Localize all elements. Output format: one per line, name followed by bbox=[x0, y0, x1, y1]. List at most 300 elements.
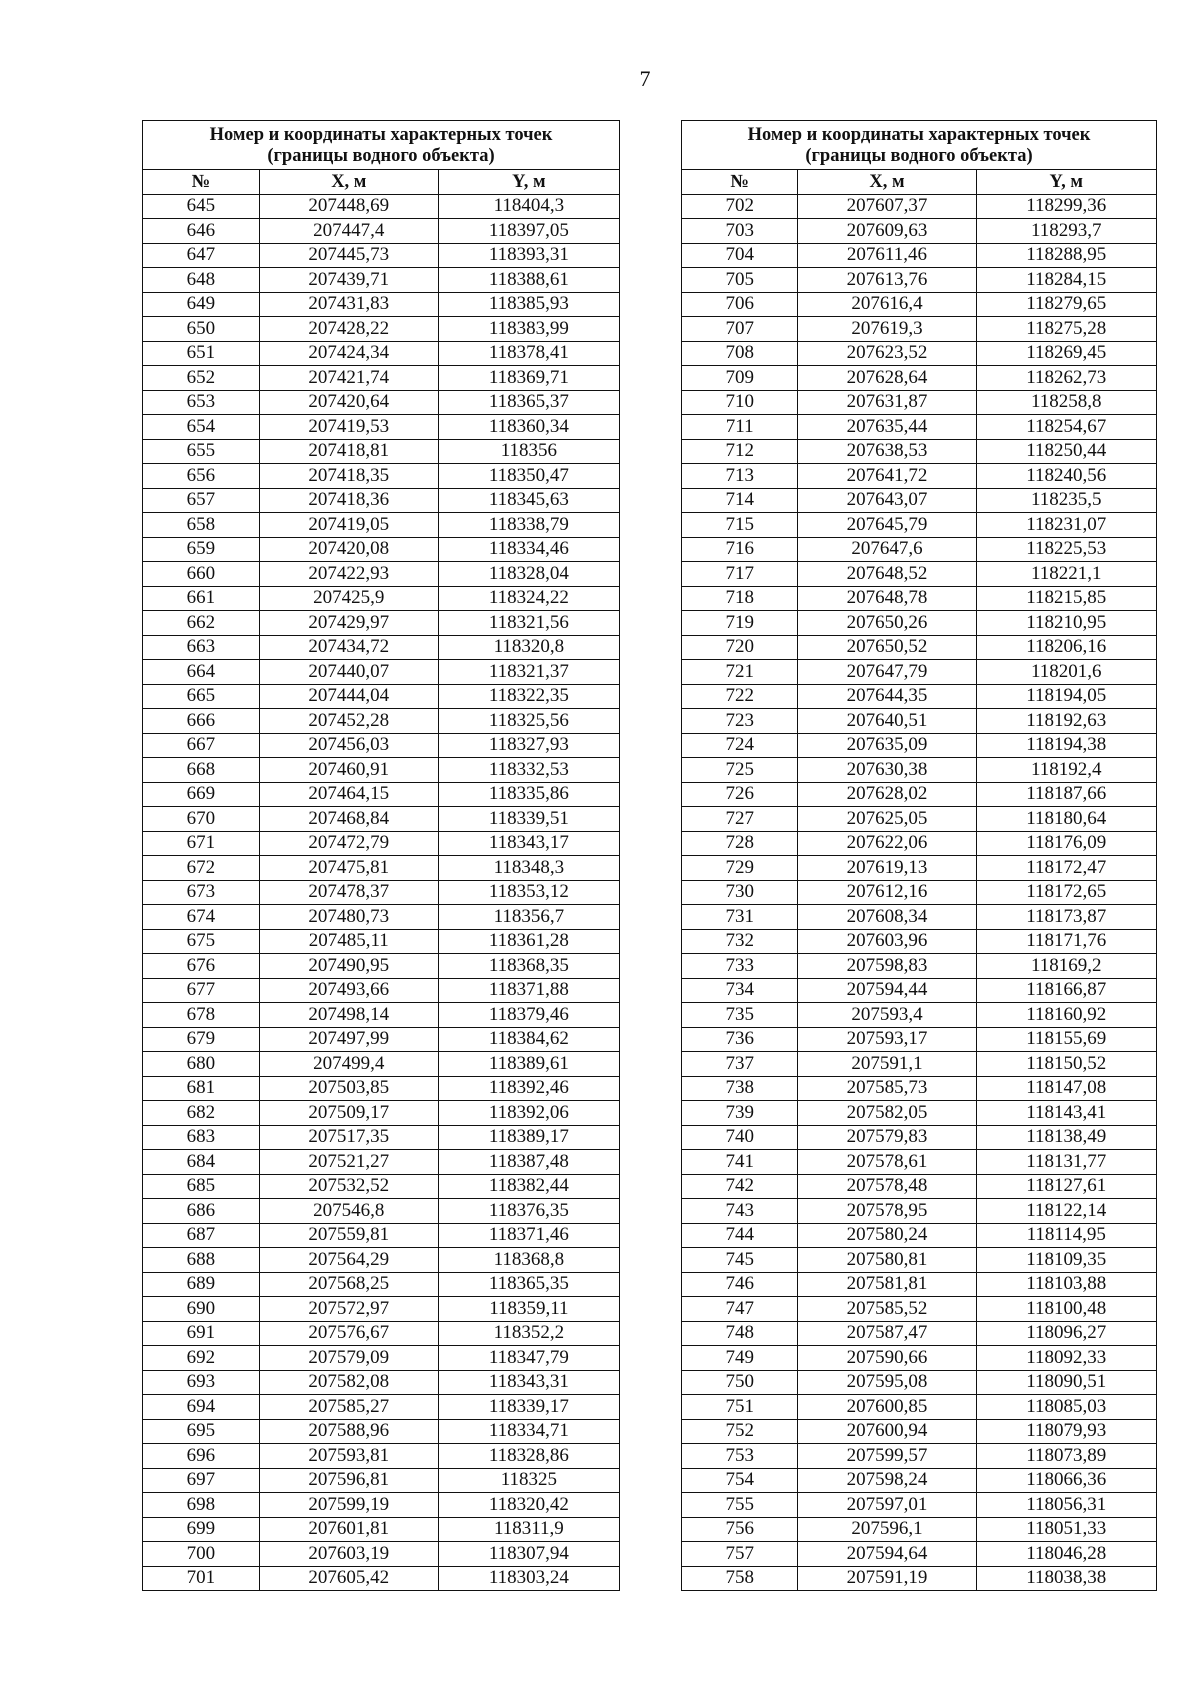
table-row bbox=[143, 586, 620, 611]
cell-x-coordinate: 207448,69 bbox=[259, 194, 438, 219]
cell-y-coordinate: 118389,17 bbox=[438, 1125, 619, 1150]
cell-x-coordinate: 207431,83 bbox=[259, 292, 438, 317]
cell-x-coordinate: 207572,97 bbox=[259, 1297, 438, 1322]
cell-y-coordinate: 118371,88 bbox=[438, 978, 619, 1003]
cell-x-coordinate: 207420,64 bbox=[259, 390, 438, 415]
cell-point-number: 665 bbox=[143, 684, 260, 709]
cell-x-coordinate: 207447,4 bbox=[259, 219, 438, 244]
table-body bbox=[682, 194, 1157, 1591]
table-row bbox=[143, 929, 620, 954]
table-row bbox=[143, 709, 620, 734]
cell-x-coordinate: 207608,34 bbox=[798, 905, 976, 930]
cell-point-number: 668 bbox=[143, 758, 260, 783]
cell-x-coordinate: 207445,73 bbox=[259, 243, 438, 268]
cell-y-coordinate: 118131,77 bbox=[976, 1150, 1157, 1175]
table-row bbox=[682, 488, 1157, 513]
cell-x-coordinate: 207603,96 bbox=[798, 929, 976, 954]
cell-x-coordinate: 207422,93 bbox=[259, 562, 438, 587]
cell-y-coordinate: 118404,3 bbox=[438, 194, 619, 219]
cell-y-coordinate: 118180,64 bbox=[976, 807, 1157, 832]
cell-x-coordinate: 207619,13 bbox=[798, 856, 976, 881]
table-row bbox=[143, 1493, 620, 1518]
table-row bbox=[143, 954, 620, 979]
cell-x-coordinate: 207645,79 bbox=[798, 513, 976, 538]
table-row bbox=[143, 1003, 620, 1028]
cell-point-number: 741 bbox=[682, 1150, 798, 1175]
cell-y-coordinate: 118176,09 bbox=[976, 831, 1157, 856]
cell-x-coordinate: 207581,81 bbox=[798, 1272, 976, 1297]
cell-y-coordinate: 118339,51 bbox=[438, 807, 619, 832]
table-row bbox=[143, 1199, 620, 1224]
cell-y-coordinate: 118114,95 bbox=[976, 1223, 1157, 1248]
cell-x-coordinate: 207601,81 bbox=[259, 1517, 438, 1542]
cell-x-coordinate: 207493,66 bbox=[259, 978, 438, 1003]
table-row bbox=[143, 905, 620, 930]
cell-point-number: 674 bbox=[143, 905, 260, 930]
table-row bbox=[682, 562, 1157, 587]
cell-x-coordinate: 207591,1 bbox=[798, 1052, 976, 1077]
cell-y-coordinate: 118335,86 bbox=[438, 782, 619, 807]
cell-point-number: 732 bbox=[682, 929, 798, 954]
cell-y-coordinate: 118369,71 bbox=[438, 366, 619, 391]
table-row bbox=[143, 194, 620, 219]
cell-point-number: 717 bbox=[682, 562, 798, 587]
table-row bbox=[143, 1174, 620, 1199]
table-row bbox=[143, 1297, 620, 1322]
table-title-line1: Номер и координаты характерных точек bbox=[747, 125, 1091, 145]
cell-x-coordinate: 207648,52 bbox=[798, 562, 976, 587]
cell-y-coordinate: 118254,67 bbox=[976, 415, 1157, 440]
table-row bbox=[682, 1444, 1157, 1469]
cell-y-coordinate: 118397,05 bbox=[438, 219, 619, 244]
cell-point-number: 750 bbox=[682, 1370, 798, 1395]
table-row bbox=[682, 341, 1157, 366]
cell-point-number: 751 bbox=[682, 1395, 798, 1420]
table-row bbox=[143, 390, 620, 415]
cell-point-number: 753 bbox=[682, 1444, 798, 1469]
cell-y-coordinate: 118293,7 bbox=[976, 219, 1157, 244]
table-row bbox=[143, 807, 620, 832]
table-row bbox=[682, 513, 1157, 538]
cell-y-coordinate: 118343,31 bbox=[438, 1370, 619, 1395]
cell-y-coordinate: 118359,11 bbox=[438, 1297, 619, 1322]
cell-point-number: 757 bbox=[682, 1542, 798, 1567]
cell-x-coordinate: 207424,34 bbox=[259, 341, 438, 366]
table-row bbox=[682, 1174, 1157, 1199]
table-row bbox=[682, 831, 1157, 856]
cell-y-coordinate: 118090,51 bbox=[976, 1370, 1157, 1395]
cell-x-coordinate: 207593,81 bbox=[259, 1444, 438, 1469]
cell-y-coordinate: 118127,61 bbox=[976, 1174, 1157, 1199]
cell-x-coordinate: 207425,9 bbox=[259, 586, 438, 611]
cell-y-coordinate: 118320,42 bbox=[438, 1493, 619, 1518]
cell-x-coordinate: 207594,64 bbox=[798, 1542, 976, 1567]
cell-point-number: 744 bbox=[682, 1223, 798, 1248]
cell-point-number: 708 bbox=[682, 341, 798, 366]
cell-y-coordinate: 118138,49 bbox=[976, 1125, 1157, 1150]
cell-y-coordinate: 118356,7 bbox=[438, 905, 619, 930]
column-header-number: № bbox=[682, 170, 798, 195]
table-body bbox=[143, 194, 620, 1591]
cell-y-coordinate: 118383,99 bbox=[438, 317, 619, 342]
table-row bbox=[143, 1101, 620, 1126]
cell-y-coordinate: 118096,27 bbox=[976, 1321, 1157, 1346]
cell-point-number: 724 bbox=[682, 733, 798, 758]
cell-y-coordinate: 118288,95 bbox=[976, 243, 1157, 268]
cell-x-coordinate: 207444,04 bbox=[259, 684, 438, 709]
cell-point-number: 720 bbox=[682, 635, 798, 660]
cell-x-coordinate: 207579,83 bbox=[798, 1125, 976, 1150]
cell-y-coordinate: 118187,66 bbox=[976, 782, 1157, 807]
cell-x-coordinate: 207647,6 bbox=[798, 537, 976, 562]
table-row bbox=[682, 1199, 1157, 1224]
table-row bbox=[143, 1076, 620, 1101]
cell-y-coordinate: 118171,76 bbox=[976, 929, 1157, 954]
cell-point-number: 676 bbox=[143, 954, 260, 979]
cell-point-number: 696 bbox=[143, 1444, 260, 1469]
cell-point-number: 731 bbox=[682, 905, 798, 930]
table-row bbox=[682, 1517, 1157, 1542]
cell-point-number: 688 bbox=[143, 1248, 260, 1273]
column-header-x: X, м bbox=[259, 170, 438, 195]
cell-y-coordinate: 118275,28 bbox=[976, 317, 1157, 342]
cell-point-number: 687 bbox=[143, 1223, 260, 1248]
cell-point-number: 653 bbox=[143, 390, 260, 415]
table-row bbox=[143, 1027, 620, 1052]
table-row bbox=[682, 880, 1157, 905]
table-row bbox=[682, 390, 1157, 415]
table-row bbox=[682, 1003, 1157, 1028]
cell-y-coordinate: 118379,46 bbox=[438, 1003, 619, 1028]
cell-x-coordinate: 207593,4 bbox=[798, 1003, 976, 1028]
table-row bbox=[682, 439, 1157, 464]
cell-point-number: 672 bbox=[143, 856, 260, 881]
cell-point-number: 716 bbox=[682, 537, 798, 562]
cell-point-number: 701 bbox=[143, 1566, 260, 1591]
column-header-y: Y, м bbox=[976, 170, 1157, 195]
cell-x-coordinate: 207580,81 bbox=[798, 1248, 976, 1273]
table-row bbox=[143, 439, 620, 464]
table-row bbox=[682, 611, 1157, 636]
cell-y-coordinate: 118382,44 bbox=[438, 1174, 619, 1199]
cell-x-coordinate: 207480,73 bbox=[259, 905, 438, 930]
cell-y-coordinate: 118279,65 bbox=[976, 292, 1157, 317]
cell-x-coordinate: 207648,78 bbox=[798, 586, 976, 611]
table-row bbox=[143, 635, 620, 660]
cell-x-coordinate: 207475,81 bbox=[259, 856, 438, 881]
cell-x-coordinate: 207419,53 bbox=[259, 415, 438, 440]
cell-y-coordinate: 118192,4 bbox=[976, 758, 1157, 783]
cell-y-coordinate: 118056,31 bbox=[976, 1493, 1157, 1518]
cell-point-number: 758 bbox=[682, 1566, 798, 1591]
cell-point-number: 684 bbox=[143, 1150, 260, 1175]
table-row bbox=[143, 758, 620, 783]
cell-point-number: 683 bbox=[143, 1125, 260, 1150]
cell-point-number: 755 bbox=[682, 1493, 798, 1518]
cell-point-number: 702 bbox=[682, 194, 798, 219]
column-header-number: № bbox=[143, 170, 260, 195]
cell-y-coordinate: 118109,35 bbox=[976, 1248, 1157, 1273]
table-row bbox=[143, 243, 620, 268]
cell-x-coordinate: 207472,79 bbox=[259, 831, 438, 856]
cell-x-coordinate: 207616,4 bbox=[798, 292, 976, 317]
cell-y-coordinate: 118392,06 bbox=[438, 1101, 619, 1126]
cell-point-number: 690 bbox=[143, 1297, 260, 1322]
cell-x-coordinate: 207478,37 bbox=[259, 880, 438, 905]
cell-point-number: 645 bbox=[143, 194, 260, 219]
cell-x-coordinate: 207485,11 bbox=[259, 929, 438, 954]
cell-point-number: 669 bbox=[143, 782, 260, 807]
cell-x-coordinate: 207580,24 bbox=[798, 1223, 976, 1248]
cell-x-coordinate: 207590,66 bbox=[798, 1346, 976, 1371]
cell-point-number: 719 bbox=[682, 611, 798, 636]
table-row bbox=[682, 1395, 1157, 1420]
table-row bbox=[682, 1027, 1157, 1052]
cell-y-coordinate: 118368,8 bbox=[438, 1248, 619, 1273]
cell-point-number: 689 bbox=[143, 1272, 260, 1297]
table-title bbox=[682, 121, 1157, 170]
cell-x-coordinate: 207630,38 bbox=[798, 758, 976, 783]
cell-x-coordinate: 207439,71 bbox=[259, 268, 438, 293]
cell-y-coordinate: 118150,52 bbox=[976, 1052, 1157, 1077]
cell-y-coordinate: 118079,93 bbox=[976, 1419, 1157, 1444]
cell-point-number: 705 bbox=[682, 268, 798, 293]
cell-y-coordinate: 118192,63 bbox=[976, 709, 1157, 734]
cell-x-coordinate: 207599,57 bbox=[798, 1444, 976, 1469]
cell-point-number: 739 bbox=[682, 1101, 798, 1126]
cell-y-coordinate: 118206,16 bbox=[976, 635, 1157, 660]
table-row bbox=[682, 954, 1157, 979]
cell-point-number: 667 bbox=[143, 733, 260, 758]
cell-point-number: 749 bbox=[682, 1346, 798, 1371]
table-row bbox=[682, 929, 1157, 954]
cell-x-coordinate: 207613,76 bbox=[798, 268, 976, 293]
table-row bbox=[143, 366, 620, 391]
table-row bbox=[143, 1444, 620, 1469]
cell-point-number: 650 bbox=[143, 317, 260, 342]
cell-point-number: 694 bbox=[143, 1395, 260, 1420]
cell-point-number: 706 bbox=[682, 292, 798, 317]
cell-x-coordinate: 207650,26 bbox=[798, 611, 976, 636]
cell-point-number: 651 bbox=[143, 341, 260, 366]
cell-x-coordinate: 207499,4 bbox=[259, 1052, 438, 1077]
cell-point-number: 726 bbox=[682, 782, 798, 807]
cell-y-coordinate: 118155,69 bbox=[976, 1027, 1157, 1052]
table-row bbox=[682, 1052, 1157, 1077]
cell-y-coordinate: 118334,71 bbox=[438, 1419, 619, 1444]
table-row bbox=[143, 1052, 620, 1077]
table-row bbox=[682, 1223, 1157, 1248]
cell-y-coordinate: 118194,38 bbox=[976, 733, 1157, 758]
table-row bbox=[682, 366, 1157, 391]
cell-y-coordinate: 118378,41 bbox=[438, 341, 619, 366]
cell-x-coordinate: 207509,17 bbox=[259, 1101, 438, 1126]
cell-point-number: 754 bbox=[682, 1468, 798, 1493]
cell-point-number: 680 bbox=[143, 1052, 260, 1077]
cell-x-coordinate: 207638,53 bbox=[798, 439, 976, 464]
cell-point-number: 747 bbox=[682, 1297, 798, 1322]
column-header-y: Y, м bbox=[438, 170, 619, 195]
cell-x-coordinate: 207585,27 bbox=[259, 1395, 438, 1420]
table-row bbox=[143, 513, 620, 538]
table-row bbox=[143, 1272, 620, 1297]
cell-x-coordinate: 207623,52 bbox=[798, 341, 976, 366]
cell-x-coordinate: 207429,97 bbox=[259, 611, 438, 636]
coordinates-table-left bbox=[142, 120, 620, 1591]
table-row bbox=[143, 488, 620, 513]
table-row bbox=[143, 1223, 620, 1248]
cell-x-coordinate: 207546,8 bbox=[259, 1199, 438, 1224]
cell-point-number: 746 bbox=[682, 1272, 798, 1297]
cell-y-coordinate: 118392,46 bbox=[438, 1076, 619, 1101]
cell-x-coordinate: 207596,1 bbox=[798, 1517, 976, 1542]
cell-y-coordinate: 118328,04 bbox=[438, 562, 619, 587]
table-row bbox=[143, 1542, 620, 1567]
cell-point-number: 675 bbox=[143, 929, 260, 954]
cell-point-number: 654 bbox=[143, 415, 260, 440]
cell-x-coordinate: 207452,28 bbox=[259, 709, 438, 734]
cell-point-number: 646 bbox=[143, 219, 260, 244]
cell-point-number: 707 bbox=[682, 317, 798, 342]
table-row bbox=[682, 1297, 1157, 1322]
cell-y-coordinate: 118103,88 bbox=[976, 1272, 1157, 1297]
cell-y-coordinate: 118327,93 bbox=[438, 733, 619, 758]
cell-x-coordinate: 207464,15 bbox=[259, 782, 438, 807]
cell-y-coordinate: 118368,35 bbox=[438, 954, 619, 979]
table-row bbox=[143, 856, 620, 881]
cell-x-coordinate: 207622,06 bbox=[798, 831, 976, 856]
cell-y-coordinate: 118085,03 bbox=[976, 1395, 1157, 1420]
cell-x-coordinate: 207503,85 bbox=[259, 1076, 438, 1101]
cell-point-number: 662 bbox=[143, 611, 260, 636]
table-row bbox=[682, 1468, 1157, 1493]
cell-y-coordinate: 118225,53 bbox=[976, 537, 1157, 562]
cell-y-coordinate: 118322,35 bbox=[438, 684, 619, 709]
table-row bbox=[682, 1248, 1157, 1273]
cell-point-number: 677 bbox=[143, 978, 260, 1003]
cell-y-coordinate: 118388,61 bbox=[438, 268, 619, 293]
cell-y-coordinate: 118334,46 bbox=[438, 537, 619, 562]
cell-y-coordinate: 118303,24 bbox=[438, 1566, 619, 1591]
cell-y-coordinate: 118066,36 bbox=[976, 1468, 1157, 1493]
cell-point-number: 682 bbox=[143, 1101, 260, 1126]
cell-point-number: 730 bbox=[682, 880, 798, 905]
cell-x-coordinate: 207597,01 bbox=[798, 1493, 976, 1518]
cell-point-number: 670 bbox=[143, 807, 260, 832]
cell-y-coordinate: 118376,35 bbox=[438, 1199, 619, 1224]
cell-y-coordinate: 118361,28 bbox=[438, 929, 619, 954]
table-row bbox=[143, 733, 620, 758]
cell-x-coordinate: 207599,19 bbox=[259, 1493, 438, 1518]
cell-y-coordinate: 118038,38 bbox=[976, 1566, 1157, 1591]
cell-x-coordinate: 207468,84 bbox=[259, 807, 438, 832]
cell-x-coordinate: 207600,85 bbox=[798, 1395, 976, 1420]
cell-x-coordinate: 207628,02 bbox=[798, 782, 976, 807]
table-row bbox=[682, 1493, 1157, 1518]
cell-point-number: 734 bbox=[682, 978, 798, 1003]
cell-x-coordinate: 207631,87 bbox=[798, 390, 976, 415]
cell-point-number: 681 bbox=[143, 1076, 260, 1101]
table-row bbox=[143, 292, 620, 317]
table-row bbox=[682, 268, 1157, 293]
cell-x-coordinate: 207585,73 bbox=[798, 1076, 976, 1101]
cell-y-coordinate: 118231,07 bbox=[976, 513, 1157, 538]
table-row bbox=[682, 1076, 1157, 1101]
cell-y-coordinate: 118173,87 bbox=[976, 905, 1157, 930]
cell-y-coordinate: 118321,37 bbox=[438, 660, 619, 685]
cell-point-number: 671 bbox=[143, 831, 260, 856]
table-row bbox=[143, 1566, 620, 1591]
cell-y-coordinate: 118345,63 bbox=[438, 488, 619, 513]
table-row bbox=[682, 733, 1157, 758]
cell-point-number: 699 bbox=[143, 1517, 260, 1542]
table-row bbox=[682, 978, 1157, 1003]
table-row bbox=[682, 1272, 1157, 1297]
table-row bbox=[682, 415, 1157, 440]
cell-x-coordinate: 207628,64 bbox=[798, 366, 976, 391]
table-row bbox=[682, 243, 1157, 268]
cell-x-coordinate: 207644,35 bbox=[798, 684, 976, 709]
table-row bbox=[143, 317, 620, 342]
cell-x-coordinate: 207643,07 bbox=[798, 488, 976, 513]
cell-y-coordinate: 118100,48 bbox=[976, 1297, 1157, 1322]
table-row bbox=[143, 660, 620, 685]
cell-x-coordinate: 207418,81 bbox=[259, 439, 438, 464]
cell-y-coordinate: 118299,36 bbox=[976, 194, 1157, 219]
cell-y-coordinate: 118166,87 bbox=[976, 978, 1157, 1003]
cell-point-number: 673 bbox=[143, 880, 260, 905]
cell-x-coordinate: 207609,63 bbox=[798, 219, 976, 244]
table-row bbox=[682, 905, 1157, 930]
cell-point-number: 722 bbox=[682, 684, 798, 709]
cell-y-coordinate: 118325,56 bbox=[438, 709, 619, 734]
table-row bbox=[682, 1150, 1157, 1175]
cell-x-coordinate: 207421,74 bbox=[259, 366, 438, 391]
cell-point-number: 736 bbox=[682, 1027, 798, 1052]
cell-x-coordinate: 207582,05 bbox=[798, 1101, 976, 1126]
cell-y-coordinate: 118365,35 bbox=[438, 1272, 619, 1297]
cell-x-coordinate: 207595,08 bbox=[798, 1370, 976, 1395]
table-row bbox=[682, 537, 1157, 562]
cell-x-coordinate: 207576,67 bbox=[259, 1321, 438, 1346]
cell-x-coordinate: 207587,47 bbox=[798, 1321, 976, 1346]
cell-point-number: 663 bbox=[143, 635, 260, 660]
cell-x-coordinate: 207607,37 bbox=[798, 194, 976, 219]
cell-x-coordinate: 207568,25 bbox=[259, 1272, 438, 1297]
cell-point-number: 738 bbox=[682, 1076, 798, 1101]
cell-y-coordinate: 118389,61 bbox=[438, 1052, 619, 1077]
table-row bbox=[143, 684, 620, 709]
table-row bbox=[143, 1370, 620, 1395]
cell-x-coordinate: 207635,44 bbox=[798, 415, 976, 440]
table-row bbox=[682, 586, 1157, 611]
cell-point-number: 679 bbox=[143, 1027, 260, 1052]
cell-y-coordinate: 118347,79 bbox=[438, 1346, 619, 1371]
cell-x-coordinate: 207582,08 bbox=[259, 1370, 438, 1395]
cell-point-number: 664 bbox=[143, 660, 260, 685]
cell-y-coordinate: 118092,33 bbox=[976, 1346, 1157, 1371]
cell-point-number: 709 bbox=[682, 366, 798, 391]
table-row bbox=[682, 1542, 1157, 1567]
cell-y-coordinate: 118262,73 bbox=[976, 366, 1157, 391]
cell-x-coordinate: 207498,14 bbox=[259, 1003, 438, 1028]
table-row bbox=[143, 537, 620, 562]
cell-y-coordinate: 118147,08 bbox=[976, 1076, 1157, 1101]
cell-point-number: 721 bbox=[682, 660, 798, 685]
cell-y-coordinate: 118324,22 bbox=[438, 586, 619, 611]
cell-y-coordinate: 118073,89 bbox=[976, 1444, 1157, 1469]
cell-x-coordinate: 207434,72 bbox=[259, 635, 438, 660]
